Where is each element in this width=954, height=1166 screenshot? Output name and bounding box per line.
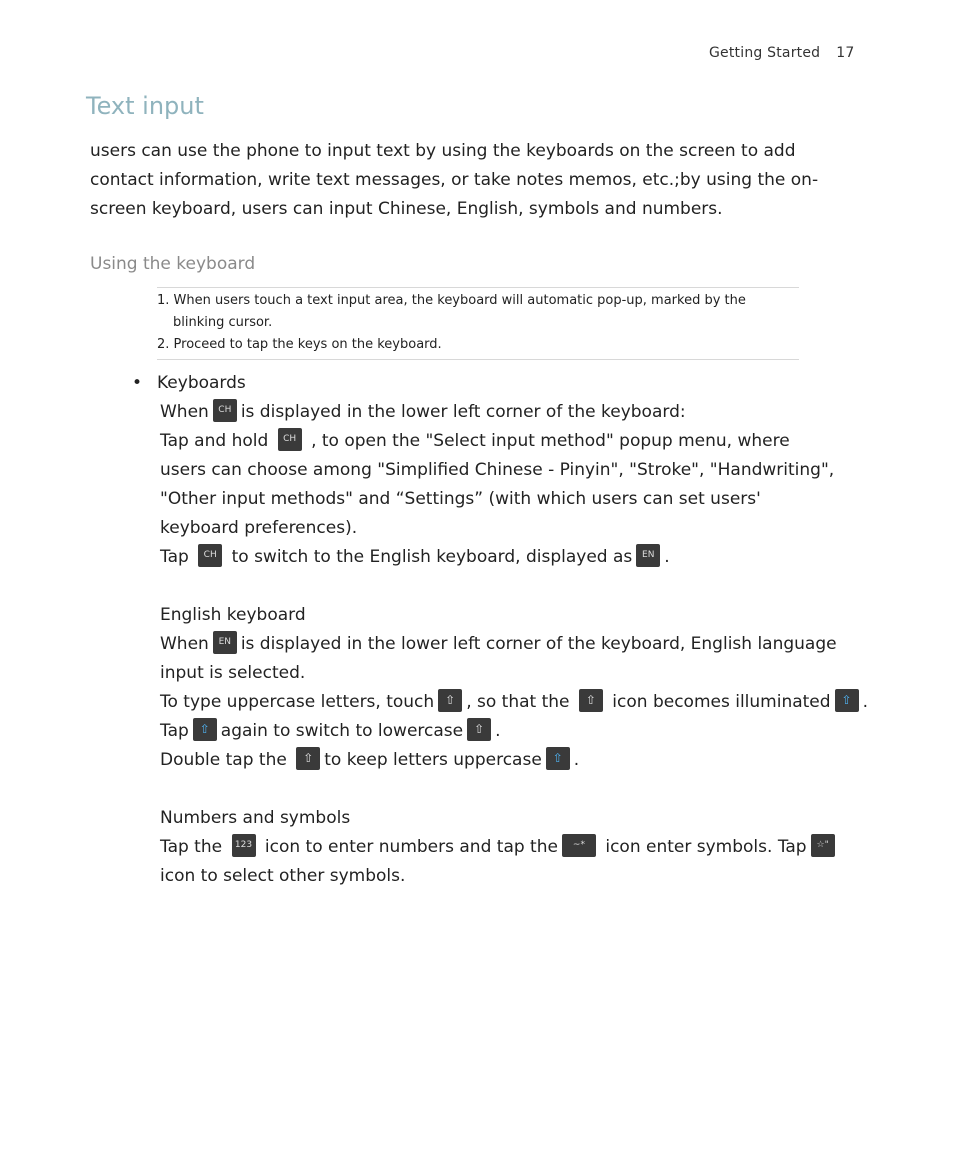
page-number: 17: [836, 45, 855, 61]
text-span: .: [862, 692, 868, 712]
text-line: [160, 427, 890, 456]
text-span: Tap and hold: [160, 431, 269, 451]
english-heading: English keyboard: [160, 605, 306, 625]
text-line: [160, 833, 890, 862]
ch-key-icon: CH: [278, 428, 302, 451]
text-line: "Other input methods" and “Settings” (with which users can set users': [160, 489, 761, 509]
shift-lit-key-icon: ⇧: [546, 747, 570, 770]
text-span: again to switch to lowercase: [220, 721, 464, 741]
step-2: 2. Proceed to tap the keys on the keyboard.: [157, 337, 442, 352]
keyboard-instructions: [132, 369, 890, 891]
text-line: users can choose among "Simplified Chinese - Pinyin", "Stroke", "Handwriting",: [160, 460, 835, 480]
text-line: [160, 717, 890, 746]
page-title: Text input: [86, 92, 204, 120]
shift-lit-key-icon: ⇧: [193, 718, 217, 741]
section-subheading: Using the keyboard: [90, 254, 256, 274]
bullet-dot: •: [132, 373, 143, 393]
text-span: icon becomes illuminated: [612, 692, 831, 712]
keyboards-heading: Keyboards: [157, 373, 246, 393]
text-line: [160, 398, 890, 427]
text-span: When: [160, 634, 209, 654]
text-span: is displayed in the lower left corner of the keyboard, English language: [240, 634, 837, 654]
text-span: To type uppercase letters, touch: [160, 692, 435, 712]
running-header: [709, 45, 854, 61]
text-span: icon enter symbols. Tap: [605, 837, 807, 857]
text-span: , so that the: [466, 692, 570, 712]
text-line: icon to select other symbols.: [160, 866, 406, 886]
header-section: Getting Started: [709, 45, 821, 61]
text-span: to keep letters uppercase: [324, 750, 542, 770]
text-line: [160, 543, 890, 572]
text-span: is displayed in the lower left corner of the keyboard:: [240, 402, 686, 422]
numbers-key-icon: 123: [232, 834, 256, 857]
shift-key-icon: ⇧: [296, 747, 320, 770]
text-span: .: [495, 721, 501, 741]
shift-key-icon: ⇧: [438, 689, 462, 712]
spacer: [160, 572, 890, 601]
text-line: keyboard preferences).: [160, 518, 358, 538]
symbols-key-icon: ~*: [562, 834, 596, 857]
text-span: Tap the: [160, 837, 223, 857]
text-line: input is selected.: [160, 663, 306, 683]
en-key-icon: EN: [213, 631, 237, 654]
text-span: , to open the "Select input method" popup menu, where: [311, 431, 790, 451]
shift-key-icon: ⇧: [579, 689, 603, 712]
ch-key-icon: CH: [213, 399, 237, 422]
text-line: [160, 630, 890, 659]
text-span: icon to enter numbers and tap the: [264, 837, 558, 857]
text-span: Tap: [160, 721, 189, 741]
intro-paragraph: users can use the phone to input text by using the keyboards on the screen to add contact information, write text messages, or take notes memos, etc.;by using the on-screen keyboard, users can input Chinese, English, symbols and numbers.: [90, 141, 819, 219]
numbers-heading: Numbers and symbols: [160, 808, 351, 828]
step-1: 1. When users touch a text input area, the keyboard will automatic pop-up, marked by the blinking cursor.: [157, 293, 746, 330]
text-span: to switch to the English keyboard, displayed as: [231, 547, 633, 567]
spacer: [160, 775, 890, 804]
text-span: Tap: [160, 547, 189, 567]
text-line: [160, 746, 890, 775]
text-span: .: [573, 750, 580, 770]
en-key-icon: EN: [636, 544, 660, 567]
steps-box: [157, 287, 799, 360]
bullet-item: [132, 369, 890, 398]
star-key-icon: ☆": [811, 834, 835, 857]
ch-key-icon: CH: [198, 544, 222, 567]
text-span: Double tap the: [160, 750, 287, 770]
text-span: .: [664, 547, 670, 567]
shift-lit-key-icon: ⇧: [835, 689, 859, 712]
shift-key-icon: ⇧: [467, 718, 491, 741]
text-span: When: [160, 402, 209, 422]
text-line: [160, 688, 890, 717]
